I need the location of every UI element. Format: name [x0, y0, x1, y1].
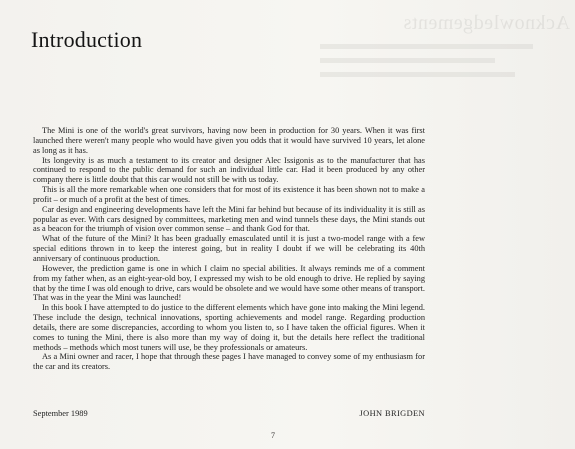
signature-date: September 1989 [33, 409, 88, 418]
paragraph: As a Mini owner and racer, I hope that through these pages I have managed to convey some of my enthusiasm for the car and its creators. [33, 352, 425, 372]
introduction-body [33, 126, 425, 372]
paragraph: However, the prediction game is one in which I claim no special abilities. It always reminds me of a comment from my father when, as an eight-year-old boy, I expressed my wish to be old enough to drive. He replied by saying that by the time I was old enough to drive, cars would be obsolete and we would have some other means of transport. That was in the year the Mini was launched! [33, 263, 425, 303]
show-through-title: Acknowledgements [403, 12, 570, 34]
paragraph: What of the future of the Mini? It has been gradually emasculated until it is just a two-model range with a few special editions thrown in to keep the interest going, but in reality I doubt if we will be celebrating its 40th anniversary of continuous production. [33, 234, 425, 263]
show-through-line [320, 72, 515, 77]
signature-author: JOHN BRIGDEN [359, 409, 425, 418]
paragraph: The Mini is one of the world's great survivors, having now been in production for 30 years. When it was first launched there weren't many people who would have given you odds that it would have survived 10 years, let alone as long as it has. [33, 126, 425, 155]
paragraph: Car design and engineering developments have left the Mini far behind but because of its individuality it is still as popular as ever. With cars designed by committees, marketing men and wind tunnels these days, the Mini stands out as a beacon for the triumph of vision over common sense – and thank God for that. [33, 204, 425, 234]
show-through-line [320, 44, 533, 49]
paragraph: Its longevity is as much a testament to its creator and designer Alec Issigonis as to the manufacturer that has continued to respond to the public demand for such an individual little car. Had it been produced by any other company there is little doubt that this car would not still be with us today. [33, 155, 425, 185]
paragraph: This is all the more remarkable when one considers that for most of its existence it has been shown not to make a profit – or much of a profit at the best of times. [33, 185, 425, 204]
page-title: Introduction [31, 27, 143, 52]
page-number: 7 [271, 431, 275, 440]
paragraph: In this book I have attempted to do justice to the different elements which have gone into making the Mini legend. These include the design, technical innovations, sporting achievements and model range. Regarding production details, there are some discrepancies, according to whom you listen to, so I have taken the official figures. When it comes to tuning the Mini, there is also more than my way of doing it, but the details here reflect the traditional methods – methods which most tuners will use, be they professionals or amateurs. [33, 303, 425, 352]
show-through-text [320, 12, 570, 122]
show-through-line [320, 58, 495, 63]
